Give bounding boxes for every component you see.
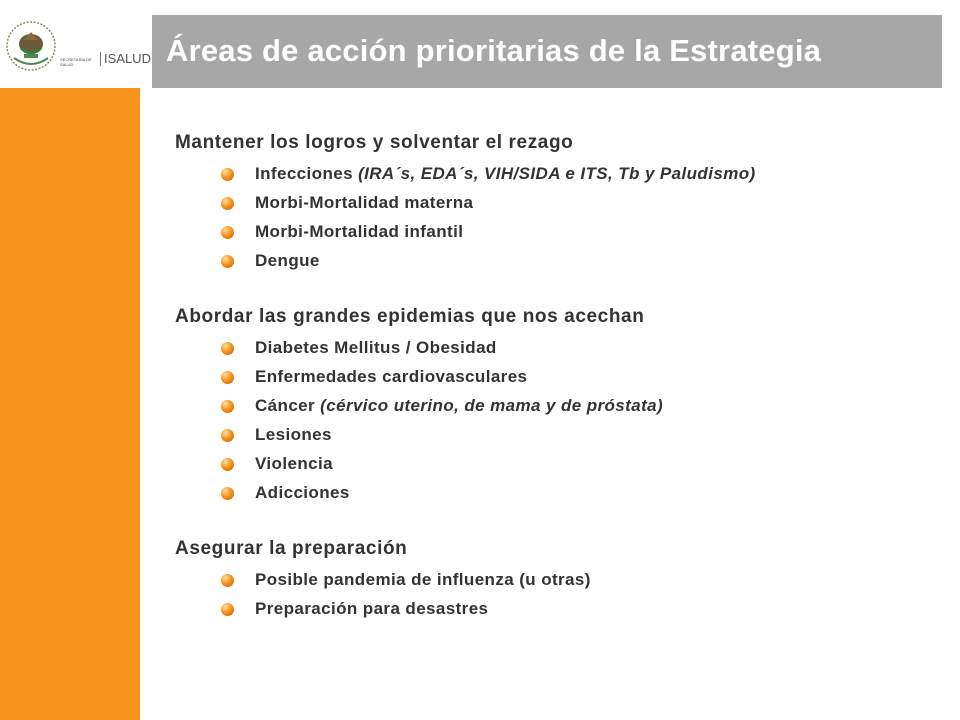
list-item [175,159,945,188]
bullet-icon [221,574,234,587]
bullet-icon [221,371,234,384]
item-text: Lesiones [255,425,332,444]
section-maintain-achievements [175,131,945,275]
section-heading: Mantener los logros y solventar el rezago [175,132,574,153]
bullet-icon [221,603,234,616]
item-note: (cérvico uterino, de mama y de próstata) [320,396,664,415]
bullet-icon [221,255,234,268]
title-bar [152,15,942,88]
list-item [175,594,945,623]
agency-label: SECRETARÍA DE SALUD [60,57,92,67]
list-item [175,478,945,507]
section-heading: Abordar las grandes epidemias que nos acechan [175,306,645,327]
orange-sidebar [0,0,140,720]
list-item [175,391,945,420]
section-preparedness [175,537,945,623]
list-item [175,246,945,275]
bullet-icon [221,342,234,355]
bullet-icon [221,487,234,500]
brand-logo-text: ISALUD [100,52,151,66]
item-text: Cáncer [255,396,321,415]
bullet-icon [221,197,234,210]
item-text: Infecciones [255,164,359,183]
item-text: Diabetes Mellitus / Obesidad [255,338,497,357]
slide-content [175,131,945,653]
item-text: Morbi-Mortalidad infantil [255,222,464,241]
item-text: Enfermedades cardiovasculares [255,367,528,386]
list-item [175,362,945,391]
item-text: Morbi-Mortalidad materna [255,193,474,212]
bullet-icon [221,429,234,442]
section-address-epidemics [175,305,945,507]
list-item [175,333,945,362]
section-heading: Asegurar la preparación [175,538,408,559]
item-text: Posible pandemia de influenza (u otras) [255,570,591,589]
list-item [175,565,945,594]
list-item [175,188,945,217]
item-text: Preparación para desastres [255,599,489,618]
list-item [175,449,945,478]
slide-title: Áreas de acción prioritarias de la Estrategia [166,33,822,68]
item-text: Adicciones [255,483,350,502]
bullet-icon [221,400,234,413]
logo [0,0,151,88]
coat-of-arms-icon [4,10,58,82]
item-text: Violencia [255,454,333,473]
list-item [175,217,945,246]
item-text: Dengue [255,251,320,270]
bullet-icon [221,226,234,239]
bullet-icon [221,458,234,471]
bullet-icon [221,168,234,181]
list-item [175,420,945,449]
item-note: (IRA´s, EDA´s, VIH/SIDA e ITS, Tb y Paludismo) [358,164,756,183]
